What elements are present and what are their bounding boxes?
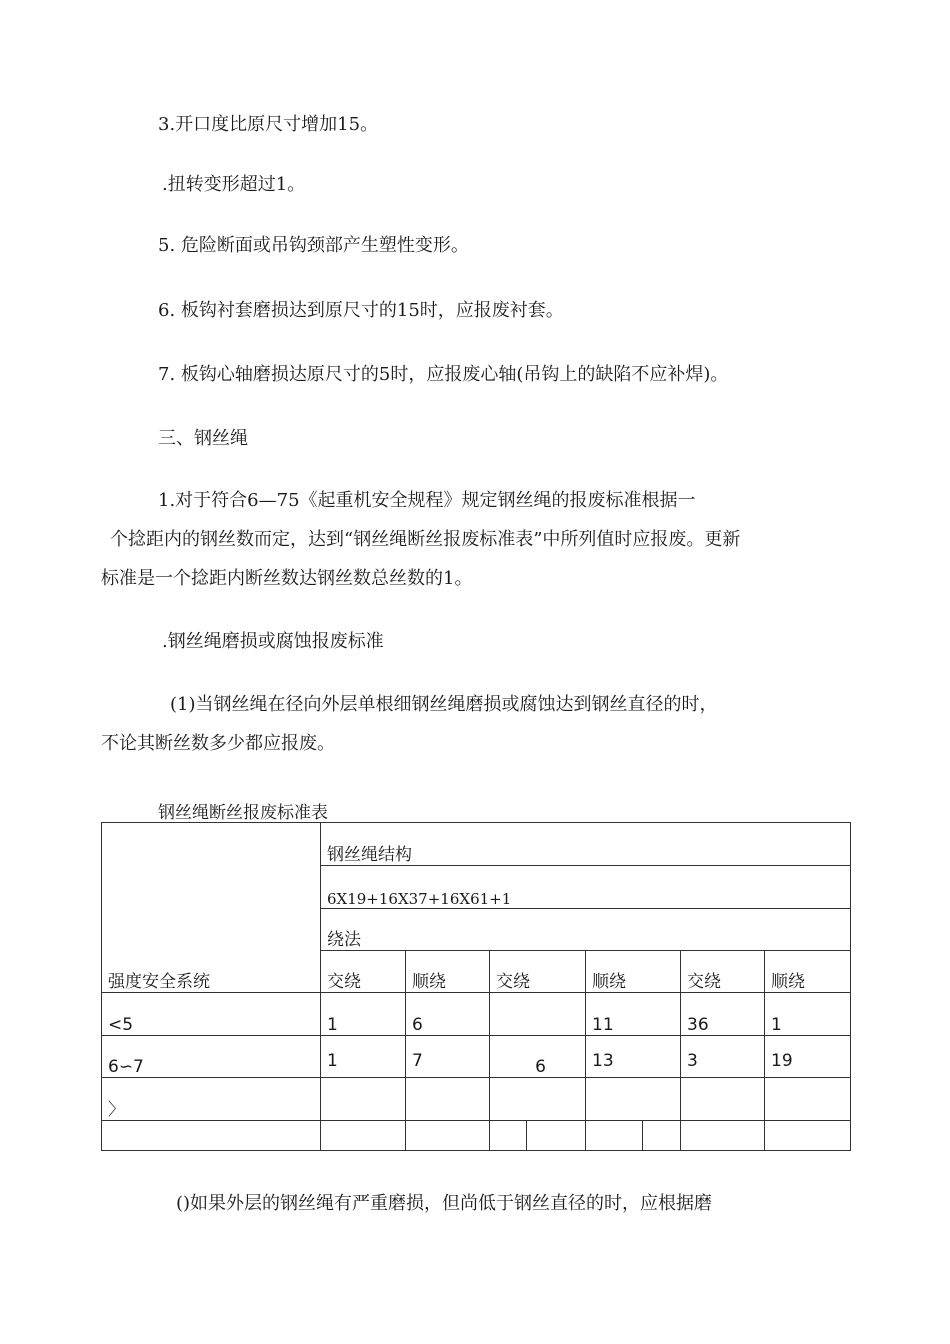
table-cell: 6 (490, 1036, 586, 1078)
table-cell (643, 1121, 681, 1151)
lay-type-header: 交绕 (490, 951, 586, 993)
para-severe-wear: ()如果外层的钢丝绳有严重磨损，但尚低于钢丝直径的时，应根据磨 (176, 1193, 713, 1214)
table-cell: 13 (586, 1036, 681, 1078)
table-cell (527, 1121, 586, 1151)
table-cell (586, 1078, 681, 1121)
row-label: <5 (102, 993, 321, 1036)
table-cell: 3 (681, 1036, 765, 1078)
table-cell (490, 1121, 527, 1151)
table-cell: 6 (406, 993, 490, 1036)
row-header-safety-factor: 强度安全系统 (102, 823, 321, 993)
table-cell (406, 1078, 490, 1121)
lay-type-header: 交绕 (681, 951, 765, 993)
row-label: 〉 (102, 1078, 321, 1121)
wire-rope-scrap-table (101, 822, 851, 1151)
table-cell: 19 (765, 1036, 851, 1078)
para-wire-1-line-3: 标准是一个捻距内断丝数达钢丝数总丝数的1。 (101, 568, 473, 589)
table-row (102, 1121, 851, 1151)
section-heading-wire-rope: 三、钢丝绳 (158, 428, 248, 449)
table-cell: 1 (321, 1036, 406, 1078)
para-item-5: 5. 危险断面或吊钩颈部产生塑性变形。 (158, 235, 469, 256)
table-cell (321, 1078, 406, 1121)
para-item-4: .扭转变形超过1。 (162, 174, 306, 195)
para-wire-1-line-1: 1.对于符合6—75《起重机安全规程》规定钢丝绳的报废标准根据一 (158, 490, 696, 511)
table-cell: 7 (406, 1036, 490, 1078)
para-wire-1-line-2: 个捻距内的钢丝数而定，达到“钢丝绳断丝报废标准表”中所列值时应报废。更新 (110, 529, 741, 550)
table-cell (490, 1078, 586, 1121)
table-cell (586, 1121, 643, 1151)
structure-label: 钢丝绳结构 (321, 823, 851, 866)
table-row (102, 993, 851, 1036)
table-cell: 11 (586, 993, 681, 1036)
para-item-6: 6. 板钩衬套磨损达到原尺寸的15时，应报废衬套。 (158, 300, 564, 321)
table-cell (681, 1121, 765, 1151)
table-cell: 1 (765, 993, 851, 1036)
subheading-wear-standard: .钢丝绳磨损或腐蚀报废标准 (162, 631, 384, 652)
table-cell (406, 1121, 490, 1151)
lay-type-header: 顺绕 (586, 951, 681, 993)
row-label: 6∽7 (102, 1036, 321, 1078)
table-row (102, 1036, 851, 1078)
para-item-3: 3.开口度比原尺寸增加15。 (158, 114, 379, 135)
lay-type-header: 交绕 (321, 951, 406, 993)
table-caption: 钢丝绳断丝报废标准表 (158, 803, 328, 823)
lay-label: 绕法 (321, 909, 851, 951)
para-wear-1-line-2: 不论其断丝数多少都应报废。 (101, 733, 335, 754)
table-cell (321, 1121, 406, 1151)
table-cell (681, 1078, 765, 1121)
lay-type-header: 顺绕 (406, 951, 490, 993)
para-wear-1-line-1: (1)当钢丝绳在径向外层单根细钢丝绳磨损或腐蚀达到钢丝直径的时， (170, 694, 718, 715)
table-cell: 36 (681, 993, 765, 1036)
structure-value: 6X19+16X37+16X61+1 (321, 866, 851, 909)
table-cell (490, 993, 586, 1036)
table-cell (765, 1121, 851, 1151)
table-cell: 1 (321, 993, 406, 1036)
lay-type-header: 顺绕 (765, 951, 851, 993)
table-row (102, 1078, 851, 1121)
table-cell (765, 1078, 851, 1121)
para-item-7: 7. 板钩心轴磨损达原尺寸的5时，应报废心轴(吊钩上的缺陷不应补焊)。 (158, 364, 729, 385)
row-label (102, 1121, 321, 1151)
